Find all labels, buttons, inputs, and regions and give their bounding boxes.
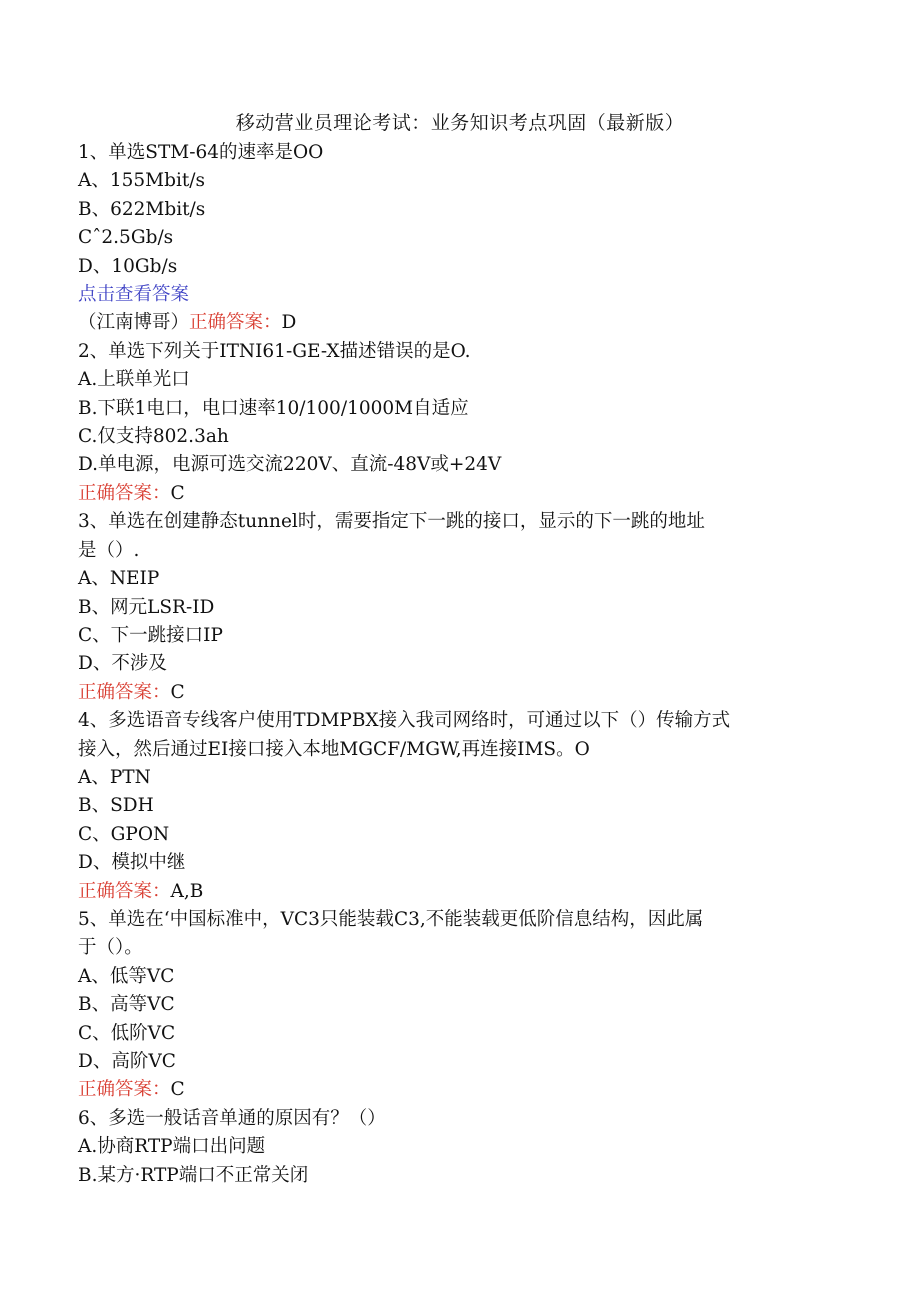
question-2-option-a: A.上联单光口 xyxy=(78,369,190,391)
answer-label: 正确答案： xyxy=(78,1079,171,1101)
question-6-text: 6、多选一般话音单通的原因有？（） xyxy=(78,1107,386,1129)
question-1-text: 1、单选STM-64的速率是OO xyxy=(78,142,324,163)
view-answer-link[interactable]: 点击查看答案 xyxy=(78,284,190,306)
question-2-option-d: D.单电源，电源可选交流220V、直流-48V或+24V xyxy=(78,454,502,476)
question-2-answer-row xyxy=(78,480,823,508)
question-3-answer-row xyxy=(78,679,823,707)
question-5-text-line-1: 5、单选在‘中国标准中，VC3只能装载C3,不能装载更低阶信息结构，因此属 xyxy=(78,908,704,930)
answer-label: 正确答案： xyxy=(189,312,282,334)
question-4-option-c: C、GPON xyxy=(78,823,170,845)
question-2-option-b: B.下联1电口，电口速率10/100/1000M自适应 xyxy=(78,397,469,419)
question-5-option-d: D、高阶VC xyxy=(78,1051,176,1072)
question-5-answer-row xyxy=(78,1076,823,1104)
question-3-text-line-1: 3、单选在创建静态tunnel时，需要指定下一跳的接口，显示的下一跳的地址 xyxy=(78,511,705,533)
answer-label: 正确答案： xyxy=(78,880,171,902)
question-5-option-b: B、高等VC xyxy=(78,994,175,1016)
question-2-option-c: C.仅支持802.3ah xyxy=(78,426,229,448)
answer-value: D xyxy=(281,312,297,334)
question-1-option-c: Cˆ2.5Gb/s xyxy=(78,227,174,249)
question-3-option-d: D、不涉及 xyxy=(78,653,167,675)
question-1-answer-row xyxy=(78,309,823,337)
question-4-option-b: B、SDH xyxy=(78,795,154,817)
question-4-option-a: A、PTN xyxy=(78,766,151,788)
answer-value: C xyxy=(170,681,185,703)
source-note: （江南博哥） xyxy=(78,312,190,334)
question-3-text-line-2: 是（）. xyxy=(78,539,140,561)
question-4-option-d: D、模拟中继 xyxy=(78,852,186,874)
answer-value: C xyxy=(170,1079,185,1101)
question-5-option-a: A、低等VC xyxy=(78,965,175,987)
question-1-option-b: B、622Mbit/s xyxy=(78,198,206,220)
answer-label: 正确答案： xyxy=(78,482,171,504)
document-body xyxy=(78,139,823,1190)
question-3-option-a: A、NEIP xyxy=(78,568,160,590)
question-3-option-b: B、网元LSR-ID xyxy=(78,596,215,618)
question-3-option-c: C、下一跳接口IP xyxy=(78,624,223,646)
question-6-option-a: A.协商RTP端口出问题 xyxy=(78,1136,266,1158)
question-2-text: 2、单选下列关于ITNI61-GE-X描述错误的是O. xyxy=(78,340,471,362)
question-4-answer-row xyxy=(78,878,823,906)
answer-label: 正确答案： xyxy=(78,681,171,703)
question-5-text-line-2: 于（）。 xyxy=(78,937,143,959)
question-6-option-b: B.某方·RTP端口不正常关闭 xyxy=(78,1164,309,1186)
answer-value: A,B xyxy=(170,880,204,902)
document-title: 移动营业员理论考试：业务知识考点巩固（最新版） xyxy=(235,112,685,134)
question-5-option-c: C、低阶VC xyxy=(78,1022,176,1044)
question-4-text-line-1: 4、多选语音专线客户使用TDMPBX接入我司网络时，可通过以下（）传输方式 xyxy=(78,710,731,732)
question-1-option-d: D、10Gb/s xyxy=(78,255,178,277)
question-4-text-line-2: 接入，然后通过EI接口接入本地MGCF/MGW,再连接IMS。O xyxy=(78,738,590,760)
answer-value: C xyxy=(170,482,185,504)
question-1-option-a: A、155Mbit/s xyxy=(78,170,206,192)
